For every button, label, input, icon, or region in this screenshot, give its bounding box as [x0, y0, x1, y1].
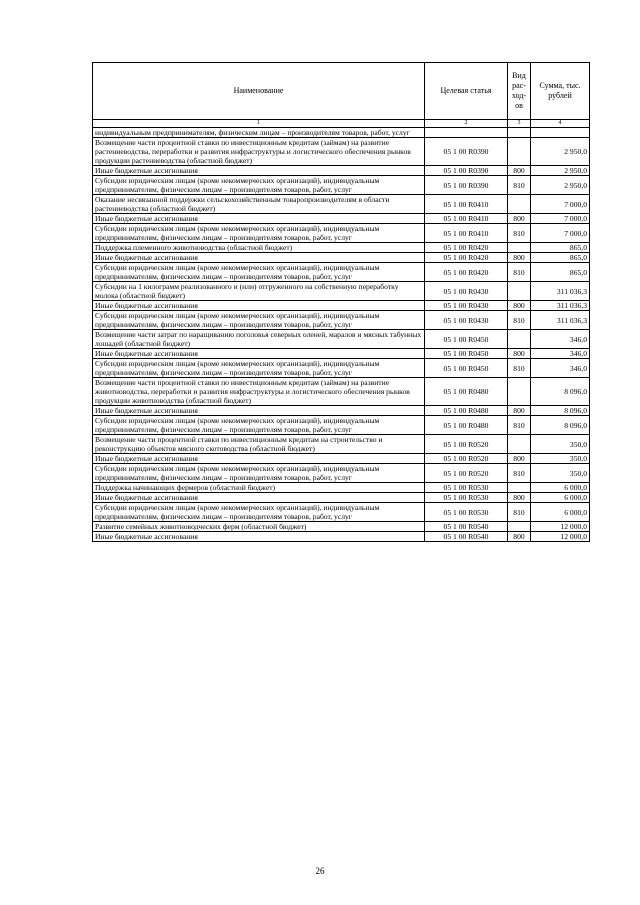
expense-kind — [508, 195, 531, 214]
table-row — [93, 483, 590, 493]
expense-kind: 810 — [508, 311, 531, 330]
expense-kind: 800 — [508, 301, 531, 311]
row-name: Иные бюджетные ассигнования — [93, 349, 425, 359]
table-row — [93, 330, 590, 349]
row-name: Иные бюджетные ассигнования — [93, 532, 425, 542]
column-number: 3 — [508, 120, 531, 128]
row-name: Субсидии юридическим лицам (кроме некоммерческих организаций), индивидуальным предпринимателям, физическим лицам – производителям товаров, работ, услуг — [93, 263, 425, 282]
target-article: 05 1 00 R0540 — [425, 532, 508, 542]
amount: 865,0 — [531, 243, 590, 253]
header-sum: Сумма, тыс. рублей — [531, 63, 590, 120]
expense-kind: 810 — [508, 359, 531, 378]
expense-kind — [508, 522, 531, 532]
table-row — [93, 378, 590, 406]
table-row — [93, 416, 590, 435]
amount: 311 036,3 — [531, 311, 590, 330]
target-article: 05 1 00 R0520 — [425, 454, 508, 464]
table-row — [93, 214, 590, 224]
header-kind: Вид рас-ход-ов — [508, 63, 531, 120]
table-row — [93, 522, 590, 532]
column-number: 2 — [425, 120, 508, 128]
table-row — [93, 128, 590, 138]
amount: 346,0 — [531, 330, 590, 349]
expense-kind — [508, 378, 531, 406]
table-row — [93, 503, 590, 522]
amount: 2 950,0 — [531, 176, 590, 195]
target-article: 05 1 00 R0390 — [425, 176, 508, 195]
amount: 865,0 — [531, 263, 590, 282]
amount: 346,0 — [531, 359, 590, 378]
row-name: Иные бюджетные ассигнования — [93, 166, 425, 176]
row-name: Иные бюджетные ассигнования — [93, 454, 425, 464]
amount: 12 000,0 — [531, 522, 590, 532]
table-row — [93, 406, 590, 416]
row-name: Иные бюджетные ассигнования — [93, 301, 425, 311]
row-name: Субсидии юридическим лицам (кроме некоммерческих организаций), индивидуальным предпринимателям, физическим лицам – производителям товаров, работ, услуг — [93, 464, 425, 483]
target-article: 05 1 00 R0390 — [425, 138, 508, 166]
table-row — [93, 195, 590, 214]
row-name: Иные бюджетные ассигнования — [93, 214, 425, 224]
amount: 865,0 — [531, 253, 590, 263]
amount: 7 000,0 — [531, 214, 590, 224]
page-number: 26 — [315, 866, 325, 876]
amount: 7 000,0 — [531, 195, 590, 214]
table-row — [93, 224, 590, 243]
target-article: 05 1 00 R0530 — [425, 493, 508, 503]
expense-kind — [508, 435, 531, 454]
expense-kind — [508, 282, 531, 301]
table-row — [93, 311, 590, 330]
amount: 350,0 — [531, 454, 590, 464]
row-name: Субсидии юридическим лицам (кроме некоммерческих организаций), индивидуальным предпринимателям, физическим лицам – производителям товаров, работ, услуг — [93, 311, 425, 330]
row-name: Иные бюджетные ассигнования — [93, 253, 425, 263]
target-article: 05 1 00 R0530 — [425, 483, 508, 493]
target-article: 05 1 00 R0450 — [425, 330, 508, 349]
row-name: Поддержка племенного животноводства (областной бюджет) — [93, 243, 425, 253]
table-row — [93, 176, 590, 195]
expense-kind: 800 — [508, 406, 531, 416]
target-article: 05 1 00 R0520 — [425, 464, 508, 483]
expense-kind: 800 — [508, 532, 531, 542]
row-name: Субсидии на 1 килограмм реализованного и (или) отгруженного на собственную переработку молока (областной бюджет) — [93, 282, 425, 301]
target-article: 05 1 00 R0430 — [425, 301, 508, 311]
target-article: 05 1 00 R0410 — [425, 214, 508, 224]
table-row — [93, 435, 590, 454]
column-number: 4 — [531, 120, 590, 128]
amount: 12 000,0 — [531, 532, 590, 542]
table-row — [93, 253, 590, 263]
row-name: индивидуальным предпринимателям, физическим лицам – производителям товаров, работ, услуг — [93, 128, 425, 138]
amount: 311 036,3 — [531, 282, 590, 301]
table-row — [93, 243, 590, 253]
row-name: Возмещение части процентной ставки по инвестиционным кредитам (займам) на развитие животноводства, переработки и развития инфраструктуры и логистического обеспечения рынков продукции животноводства (областной бюджет) — [93, 378, 425, 406]
expense-kind — [508, 243, 531, 253]
target-article: 05 1 00 R0430 — [425, 282, 508, 301]
amount — [531, 128, 590, 138]
table-row — [93, 359, 590, 378]
target-article: 05 1 00 R0390 — [425, 166, 508, 176]
table-row — [93, 464, 590, 483]
target-article: 05 1 00 R0420 — [425, 253, 508, 263]
target-article: 05 1 00 R0430 — [425, 311, 508, 330]
expense-kind: 800 — [508, 253, 531, 263]
target-article: 05 1 00 R0410 — [425, 195, 508, 214]
target-article: 05 1 00 R0480 — [425, 378, 508, 406]
column-number-row — [93, 120, 590, 128]
target-article: 05 1 00 R0530 — [425, 503, 508, 522]
expense-kind: 810 — [508, 176, 531, 195]
row-name: Иные бюджетные ассигнования — [93, 406, 425, 416]
header-row — [93, 63, 590, 120]
table-row — [93, 166, 590, 176]
row-name: Возмещение части процентной ставки по инвестиционным кредитам на строительство и реконструкцию объектов мясного скотоводства (областной бюджет) — [93, 435, 425, 454]
table-row — [93, 282, 590, 301]
row-name: Оказание несвязанной поддержки сельскохозяйственным товаропроизводителям в области растениеводства (областной бюджет) — [93, 195, 425, 214]
table-row — [93, 349, 590, 359]
table-row — [93, 532, 590, 542]
expense-kind — [508, 330, 531, 349]
row-name: Субсидии юридическим лицам (кроме некоммерческих организаций), индивидуальным предпринимателям, физическим лицам – производителям товаров, работ, услуг — [93, 224, 425, 243]
expense-kind: 810 — [508, 263, 531, 282]
target-article: 05 1 00 R0520 — [425, 435, 508, 454]
target-article: 05 1 00 R0420 — [425, 243, 508, 253]
expense-kind: 800 — [508, 349, 531, 359]
expense-kind — [508, 138, 531, 166]
amount: 2 950,0 — [531, 166, 590, 176]
table-row — [93, 263, 590, 282]
amount: 346,0 — [531, 349, 590, 359]
row-name: Поддержка начинающих фермеров (областной бюджет) — [93, 483, 425, 493]
column-number: 1 — [93, 120, 425, 128]
amount: 8 096,0 — [531, 416, 590, 435]
target-article: 05 1 00 R0450 — [425, 349, 508, 359]
amount: 2 950,0 — [531, 138, 590, 166]
table-row — [93, 138, 590, 166]
amount: 6 000,0 — [531, 503, 590, 522]
amount: 350,0 — [531, 435, 590, 454]
row-name: Субсидии юридическим лицам (кроме некоммерческих организаций), индивидуальным предпринимателям, физическим лицам – производителям товаров, работ, услуг — [93, 416, 425, 435]
header-name: Наименование — [93, 63, 425, 120]
target-article: 05 1 00 R0410 — [425, 224, 508, 243]
expense-kind: 800 — [508, 214, 531, 224]
expense-kind: 800 — [508, 454, 531, 464]
row-name: Возмещение части процентной ставки по инвестиционным кредитам (займам) на развитие растениеводства, переработки и развития инфраструктуры и логистического обеспечения рынков продукции растениеводства (областной бюджет) — [93, 138, 425, 166]
amount: 7 000,0 — [531, 224, 590, 243]
table-row — [93, 301, 590, 311]
expense-kind: 800 — [508, 166, 531, 176]
row-name: Субсидии юридическим лицам (кроме некоммерческих организаций), индивидуальным предпринимателям, физическим лицам – производителям товаров, работ, услуг — [93, 503, 425, 522]
target-article: 05 1 00 R0420 — [425, 263, 508, 282]
expense-kind — [508, 483, 531, 493]
amount: 311 036,3 — [531, 301, 590, 311]
expense-kind — [508, 128, 531, 138]
target-article: 05 1 00 R0450 — [425, 359, 508, 378]
amount: 350,0 — [531, 464, 590, 483]
amount: 6 000,0 — [531, 493, 590, 503]
expense-kind: 810 — [508, 503, 531, 522]
header-target: Целевая статья — [425, 63, 508, 120]
row-name: Субсидии юридическим лицам (кроме некоммерческих организаций), индивидуальным предпринимателям, физическим лицам – производителям товаров, работ, услуг — [93, 359, 425, 378]
row-name: Субсидии юридическим лицам (кроме некоммерческих организаций), индивидуальным предпринимателям, физическим лицам – производителям товаров, работ, услуг — [93, 176, 425, 195]
amount: 6 000,0 — [531, 483, 590, 493]
amount: 8 096,0 — [531, 406, 590, 416]
expense-kind: 810 — [508, 416, 531, 435]
expense-kind: 810 — [508, 464, 531, 483]
target-article: 05 1 00 R0480 — [425, 416, 508, 435]
target-article: 05 1 00 R0480 — [425, 406, 508, 416]
table-row — [93, 454, 590, 464]
amount: 8 096,0 — [531, 378, 590, 406]
table-body — [93, 128, 590, 542]
row-name: Иные бюджетные ассигнования — [93, 493, 425, 503]
target-article: 05 1 00 R0540 — [425, 522, 508, 532]
table-row — [93, 493, 590, 503]
budget-table — [92, 62, 590, 542]
target-article — [425, 128, 508, 138]
row-name: Развитие семейных животноводческих ферм (областной бюджет) — [93, 522, 425, 532]
expense-kind: 810 — [508, 224, 531, 243]
row-name: Возмещение части затрат по наращиванию поголовья северных оленей, маралов и мясных табунных лошадей (областной бюджет) — [93, 330, 425, 349]
expense-kind: 800 — [508, 493, 531, 503]
